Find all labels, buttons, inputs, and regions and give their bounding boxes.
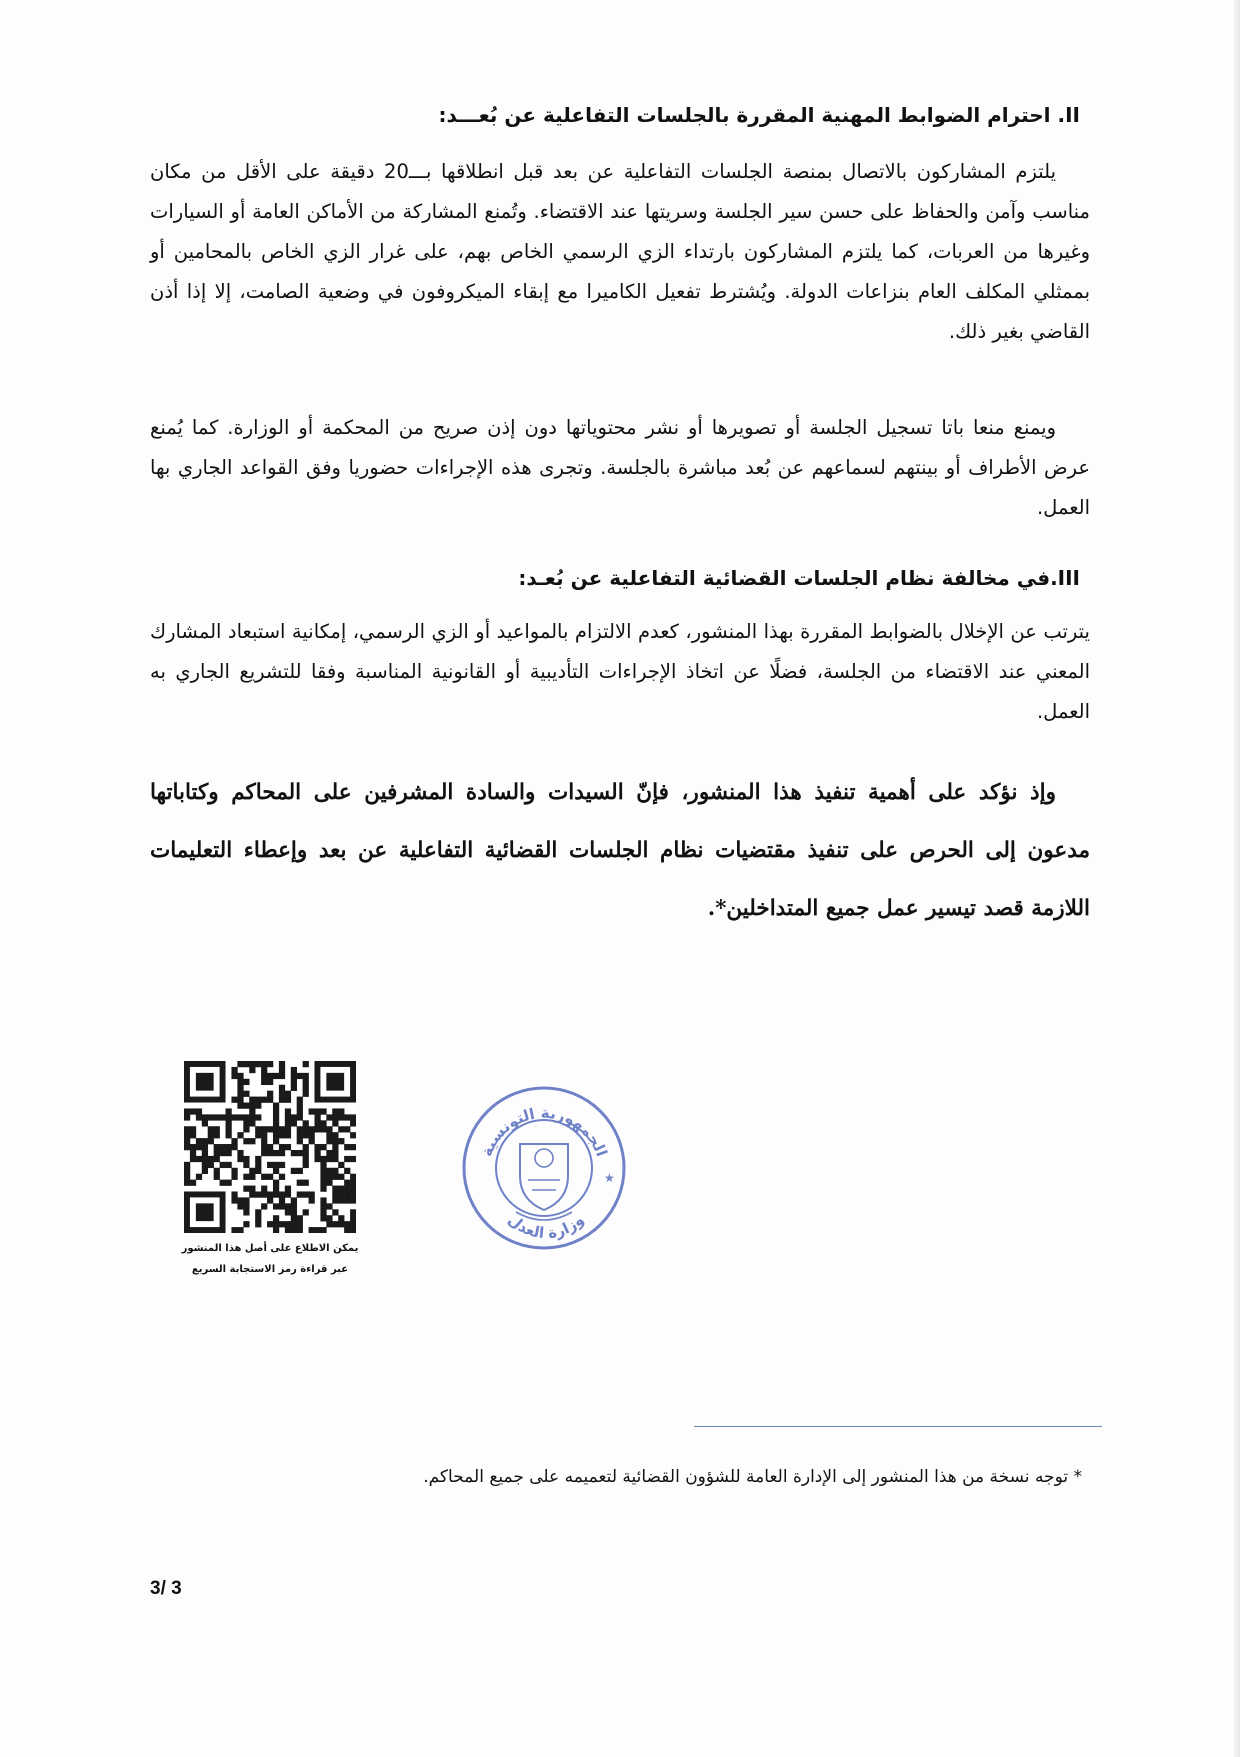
qr-code-graphic <box>184 1061 356 1233</box>
stamp-bottom-text: وزارة العدل <box>504 1210 588 1243</box>
page-number: 3/ 3 <box>150 1578 182 1599</box>
section-3-paragraph: يترتب عن الإخلال بالضوابط المقررة بهذا المنشور، كعدم الالتزام بالمواعيد أو الزي الرسمي، إمكانية استبعاد المشارك المعني عند الاقتضاء من الجلسة، فضلًا عن اتخاذ الإجراءات التأديبية أو القانونية المناسبة وفقا للتشريع الجاري به العمل. <box>150 620 1090 723</box>
stamp-top-text: الجمهورية التونسية <box>477 1103 611 1159</box>
section-2-paragraph-1-text: يلتزم المشاركون بالاتصال بمنصة الجلسات التفاعلية عن بعد قبل انطلاقها بـــ20 دقيقة على الأقل من مكان مناسب وآمن والحفاظ على حسن سير الجلسة وسريتها عند الاقتضاء. وتُمنع المشاركة من الأماكن العامة أو السيارات وغيرها من العربات، كما يلتزم المشاركون بارتداء الزي الرسمي الخاص بهم، على غرار الزي الخاص بالمحامين أو بممثلي المكلف العام بنزاعات الدولة. ويُشترط تفعيل الكاميرا مع إبقاء الميكروفون في وضعية الصامت، إلا إذا أذن القاضي بغير ذلك. <box>150 160 1090 343</box>
qr-caption <box>150 1238 390 1280</box>
section-2-paragraph-1 <box>150 152 1090 352</box>
closing-paragraph <box>150 764 1090 938</box>
footnote-separator <box>694 1426 1102 1427</box>
footnote: * توجه نسخة من هذا المنشور إلى الإدارة العامة للشؤون القضائية لتعميمه على جميع المحاكم. <box>423 1467 1082 1487</box>
qr-caption-line-2: عبر قراءة رمز الاستجابة السريع <box>191 1264 349 1275</box>
section-2-heading: II. احترام الضوابط المهنية المقررة بالجلسات التفاعلية عن بُعـــد: <box>438 103 1080 127</box>
section-3-heading: III.في مخالفة نظام الجلسات القضائية التفاعلية عن بُعـد: <box>518 566 1080 590</box>
page-edge-shadow <box>1234 0 1240 1757</box>
official-stamp <box>458 1082 630 1254</box>
section-2-paragraph-2-text: ويمنع منعا باتا تسجيل الجلسة أو تصويرها أو نشر محتوياتها دون إذن صريح من المحكمة أو الوزارة. كما يُمنع عرض الأطراف أو بينتهم لسماعهم عن بُعد مباشرة بالجلسة. وتجرى هذه الإجراءات حضوريا وفق القواعد الجاري بها العمل. <box>150 416 1090 519</box>
qr-caption-line-1: يمكن الاطلاع على أصل هذا المنشور <box>181 1243 359 1254</box>
stamp-seal-graphic <box>458 1082 630 1254</box>
stamp-star-icon: ★ <box>604 1171 615 1185</box>
section-2-paragraph-2 <box>150 408 1090 528</box>
qr-code <box>184 1061 356 1233</box>
closing-paragraph-text: وإذ نؤكد على أهمية تنفيذ هذا المنشور، فإنّ السيدات والسادة المشرفين على المحاكم وكتاباتها مدعون إلى الحرص على تنفيذ مقتضيات نظام الجلسات القضائية التفاعلية عن بعد وإعطاء التعليمات اللازمة قصد تيسير عمل جميع المتداخلين*. <box>150 780 1090 921</box>
